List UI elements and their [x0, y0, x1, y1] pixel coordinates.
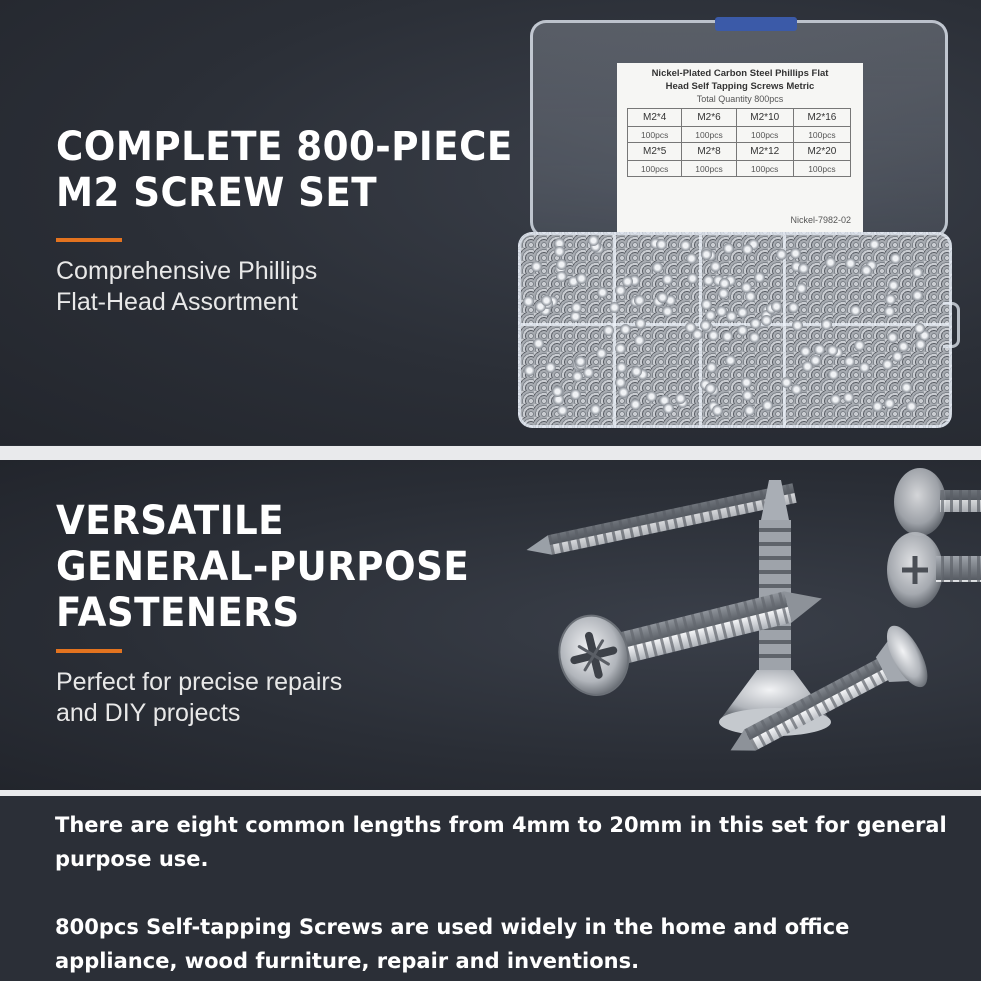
tray-screw-head — [800, 346, 811, 357]
tray-screw-head — [737, 325, 748, 336]
tray-screw-head — [771, 301, 782, 312]
subtext-assortment — [56, 256, 317, 318]
tray-screw-head — [571, 302, 582, 313]
tray-screw-head — [898, 341, 909, 352]
size-cell: M2*4 — [628, 109, 682, 127]
tray-screw-head — [725, 355, 736, 366]
tray-screw-head — [597, 287, 608, 298]
qty-cell: 100pcs — [628, 161, 682, 177]
tray-screw-head — [906, 401, 917, 412]
tray-screw-head — [850, 305, 861, 316]
tray-screw-head — [791, 384, 802, 395]
table-row — [628, 109, 851, 127]
tray-screw-head — [788, 302, 799, 313]
tray-screw-head — [882, 359, 893, 370]
tray-screw-head — [700, 320, 711, 331]
qty-cell: 100pcs — [682, 127, 736, 143]
tray-screw-head — [859, 362, 870, 373]
tray-screw-head — [541, 295, 552, 306]
tray-screw-head — [810, 355, 821, 366]
tray-screw-head — [583, 367, 594, 378]
headline-line: M2 SCREW SET — [56, 170, 378, 216]
tray-screw-head — [854, 340, 865, 351]
tray-screw-head — [737, 307, 748, 318]
tray-screw-head — [656, 239, 667, 250]
qty-cell: 100pcs — [736, 161, 793, 177]
description-line: appliance, wood furniture, repair and inventions. — [55, 949, 640, 973]
tray-screw-head — [615, 285, 626, 296]
tray-screw-head — [828, 369, 839, 380]
size-cell: M2*5 — [628, 143, 682, 161]
headline-fasteners — [56, 498, 469, 636]
description-lengths — [55, 808, 955, 876]
tray-screw-head — [884, 398, 895, 409]
table-row — [628, 161, 851, 177]
tray-screw-head — [722, 331, 733, 342]
tray-screw-head — [869, 239, 880, 250]
qty-cell: 100pcs — [793, 127, 850, 143]
tray-screw-head — [556, 271, 567, 282]
tray-screw-head — [680, 240, 691, 251]
tray-divider — [521, 323, 949, 326]
feature-panel-fasteners — [0, 460, 981, 790]
tray-screw-head — [872, 401, 883, 412]
tray-screw-head — [830, 394, 841, 405]
tray-screw-head — [885, 294, 896, 305]
tray-screw-head — [646, 391, 657, 402]
description-line: purpose use. — [55, 847, 209, 871]
tray-screw-head — [845, 258, 856, 269]
accent-underline — [56, 238, 122, 242]
size-cell: M2*10 — [736, 109, 793, 127]
headline-line: FASTENERS — [56, 590, 300, 636]
tray-screw-head — [861, 265, 872, 276]
tray-screw-head — [634, 295, 645, 306]
box-tray-with-screws — [518, 232, 952, 428]
tray-screw-head — [781, 377, 792, 388]
tray-screw-head — [635, 318, 646, 329]
tray-screw-head — [742, 244, 753, 255]
tray-screw-head — [588, 235, 599, 246]
tray-screw-head — [792, 320, 803, 331]
tray-screw-head — [576, 273, 587, 284]
tray-screw-head — [844, 356, 855, 367]
tray-screw-head — [708, 330, 719, 341]
tray-screw-head — [701, 299, 712, 310]
tray-screw-head — [741, 282, 752, 293]
size-cell: M2*20 — [793, 143, 850, 161]
description-section — [0, 796, 981, 981]
tray-screw-head — [657, 292, 668, 303]
tray-screw-head — [634, 335, 645, 346]
tray-screw-head — [742, 390, 753, 401]
tray-screw-head — [749, 332, 760, 343]
tray-screw-head — [572, 371, 583, 382]
screws-closeup-image — [500, 460, 981, 790]
qty-cell: 100pcs — [682, 161, 736, 177]
headline-line: VERSATILE — [56, 498, 285, 544]
label-size-table — [627, 108, 851, 177]
tray-screw-head — [754, 272, 765, 283]
tray-screw-head — [557, 405, 568, 416]
tray-screw-head — [741, 377, 752, 388]
tray-screw-head — [685, 322, 696, 333]
tray-screw-head — [761, 315, 772, 326]
tray-screw-head — [620, 324, 631, 335]
tray-screw-head — [596, 348, 607, 359]
description-uses — [55, 910, 955, 978]
tray-screw-head — [545, 362, 556, 373]
product-storage-box-image — [512, 12, 954, 427]
screw-background — [524, 483, 796, 560]
label-title-line: Head Self Tapping Screws Metric — [665, 81, 815, 92]
tray-screw-head — [901, 382, 912, 393]
headline-screw-set — [56, 124, 513, 216]
accent-underline — [56, 649, 122, 653]
headline-line: GENERAL-PURPOSE — [56, 544, 470, 590]
tray-screw-head — [914, 323, 925, 334]
tray-screw-head — [712, 405, 723, 416]
box-label — [617, 63, 863, 235]
tray-screw-head — [843, 392, 854, 403]
tray-screw-head — [523, 296, 534, 307]
tray-screw-head — [590, 404, 601, 415]
size-cell: M2*8 — [682, 143, 736, 161]
tray-screw-head — [796, 283, 807, 294]
box-latch — [715, 17, 797, 31]
tray-screw-head — [884, 306, 895, 317]
tray-screw-head — [554, 246, 565, 257]
tray-screw-head — [723, 243, 734, 254]
tray-screw-head — [631, 366, 642, 377]
screw-right-edge — [887, 468, 981, 608]
tray-screw-head — [750, 318, 761, 329]
tray-screw-head — [622, 276, 633, 287]
tray-screw-head — [686, 253, 697, 264]
tray-screw-head — [662, 306, 673, 317]
qty-cell: 100pcs — [736, 127, 793, 143]
hero-panel-screw-set — [0, 0, 981, 445]
label-title-line: Nickel-Plated Carbon Steel Phillips Flat — [651, 68, 829, 79]
size-cell: M2*12 — [736, 143, 793, 161]
subtext-line: Flat-Head Assortment — [56, 288, 298, 316]
tray-screw-head — [675, 393, 686, 404]
tray-screw-head — [552, 386, 563, 397]
tray-screw-head — [776, 249, 787, 260]
tray-screw-head — [825, 257, 836, 268]
tray-screw-head — [662, 274, 673, 285]
tray-screw-head — [616, 362, 627, 373]
table-row — [628, 127, 851, 143]
tray-screw-head — [912, 290, 923, 301]
label-total-quantity: Total Quantity 800pcs — [696, 94, 784, 104]
tray-screw-head — [603, 325, 614, 336]
tray-screw-head — [790, 248, 801, 259]
tray-screw-head — [524, 365, 535, 376]
tray-screw-head — [744, 405, 755, 416]
size-cell: M2*16 — [793, 109, 850, 127]
subtext-line: and DIY projects — [56, 699, 241, 727]
subtext-line: Comprehensive Phillips — [56, 257, 318, 285]
tray-screw-head — [705, 383, 716, 394]
tray-screw-head — [912, 267, 923, 278]
tray-screw-head — [556, 259, 567, 270]
tray-screw-head — [575, 356, 586, 367]
tray-divider — [783, 235, 786, 425]
tray-screw-head — [915, 339, 926, 350]
tray-screw-head — [710, 261, 721, 272]
tray-screw-head — [533, 338, 544, 349]
tray-screw-head — [705, 310, 716, 321]
qty-cell: 100pcs — [628, 127, 682, 143]
tray-screw-head — [892, 351, 903, 362]
tray-screw-head — [798, 263, 809, 274]
tray-screw-head — [615, 343, 626, 354]
tray-screw-head — [827, 345, 838, 356]
box-hinge — [943, 302, 960, 348]
tray-screw-head — [701, 249, 712, 260]
label-product-code: Nickel-7982-02 — [790, 215, 851, 225]
tray-screw-head — [570, 389, 581, 400]
description-line: There are eight common lengths from 4mm to 20mm in this set for general — [55, 813, 947, 837]
tray-screw-head — [609, 302, 620, 313]
tray-screw-head — [814, 344, 825, 355]
subtext-line: Perfect for precise repairs — [56, 668, 343, 696]
tray-screw-head — [706, 362, 717, 373]
tray-screw-head — [531, 261, 542, 272]
qty-cell: 100pcs — [793, 161, 850, 177]
tray-screw-head — [718, 288, 729, 299]
table-row — [628, 143, 851, 161]
tray-screw-head — [618, 387, 629, 398]
tray-screw-head — [888, 280, 899, 291]
tray-screw-head — [821, 319, 832, 330]
tray-screw-head — [663, 403, 674, 414]
box-lid — [530, 20, 948, 238]
tray-screw-head — [630, 399, 641, 410]
tray-screw-head — [887, 332, 898, 343]
tray-screw-head — [687, 273, 698, 284]
subtext-repairs — [56, 667, 342, 729]
tray-screw-head — [762, 400, 773, 411]
section-divider — [0, 446, 981, 460]
tray-screw-head — [652, 262, 663, 273]
tray-screw-head — [726, 311, 737, 322]
size-cell: M2*6 — [682, 109, 736, 127]
description-line: 800pcs Self-tapping Screws are used widely in the home and office — [55, 915, 850, 939]
tray-screw-head — [890, 253, 901, 264]
headline-line: COMPLETE 800-PIECE — [56, 124, 513, 170]
tray-screw-head — [615, 377, 626, 388]
